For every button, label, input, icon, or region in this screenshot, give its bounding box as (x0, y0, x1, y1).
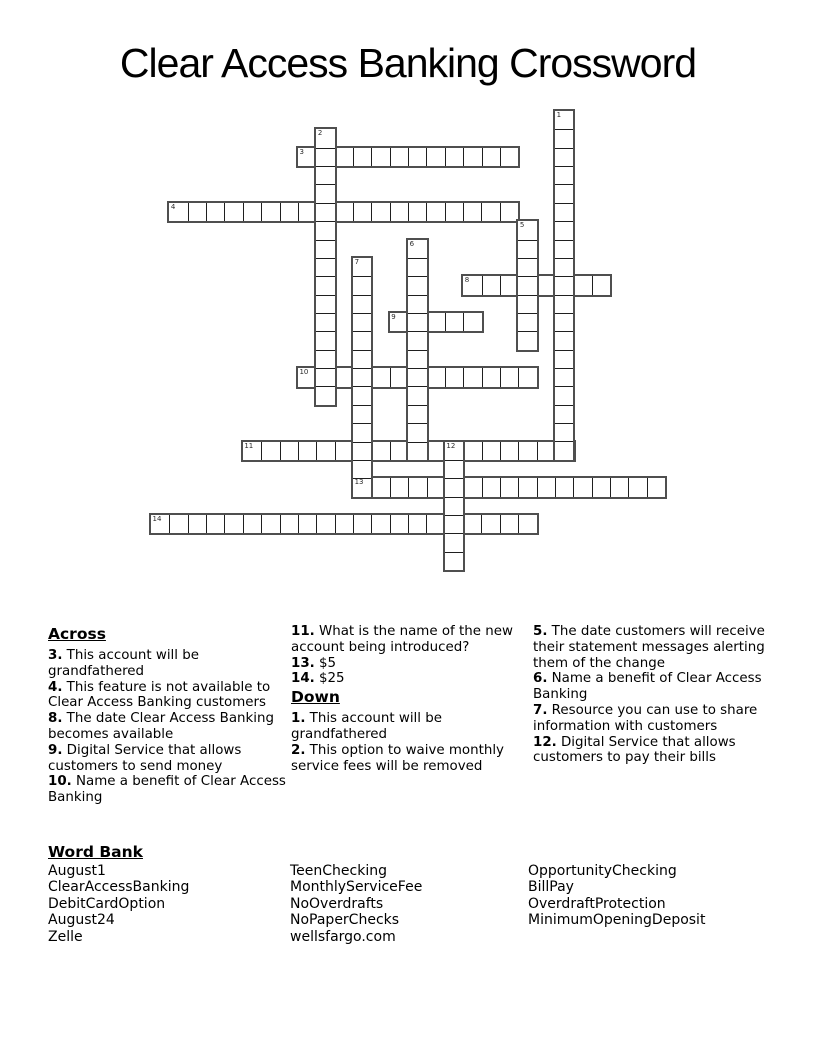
word-bank-column-3 (528, 863, 705, 929)
crossword-cell[interactable] (390, 148, 408, 166)
word-bank-item: August1 (48, 863, 106, 879)
clue-item (291, 743, 527, 775)
crossword-cell[interactable] (408, 295, 426, 313)
word-bank-item: Zelle (48, 928, 83, 945)
crossword-cell[interactable] (353, 148, 371, 166)
crossword-cell[interactable] (592, 478, 610, 496)
crossword-cell[interactable] (408, 331, 426, 349)
clue-item (291, 624, 527, 656)
clue-number: 8. (48, 711, 63, 727)
crossword-cell[interactable] (316, 258, 334, 276)
crossword-cell[interactable] (573, 478, 591, 496)
crossword-cell[interactable] (647, 478, 665, 496)
crossword-cell[interactable] (390, 203, 408, 221)
crossword-cell[interactable] (298, 515, 316, 533)
clue-item (533, 703, 779, 735)
crossword-cell[interactable] (408, 368, 426, 386)
crossword-cell[interactable] (500, 368, 518, 386)
crossword-cell[interactable] (316, 515, 334, 533)
crossword-cell[interactable] (482, 148, 500, 166)
crossword-cell[interactable] (243, 515, 261, 533)
crossword-cell[interactable] (555, 166, 573, 184)
crossword-cell[interactable] (408, 313, 426, 331)
clue-number-label: 6 (409, 239, 415, 248)
clue-column-2 (291, 624, 527, 774)
crossword-cell[interactable] (408, 350, 426, 368)
crossword-cell[interactable] (500, 515, 518, 533)
crossword-cell[interactable] (206, 515, 224, 533)
crossword-cell[interactable] (316, 442, 334, 460)
clue-item (533, 624, 779, 671)
crossword-cell[interactable] (408, 203, 426, 221)
crossword-cell[interactable] (316, 313, 334, 331)
clue-text: Name a benefit of Clear Access Banking (533, 671, 762, 703)
clue-number: 11. (291, 624, 315, 639)
crossword-cell[interactable] (408, 515, 426, 533)
crossword-cell[interactable] (298, 442, 316, 460)
crossword-cell[interactable] (261, 515, 279, 533)
clue-text: Digital Service that allows customers to pay their bills (533, 734, 736, 766)
clue-item (48, 711, 286, 743)
crossword-cell[interactable] (445, 478, 463, 496)
word-bank-item: OverdraftProtection (528, 895, 666, 912)
crossword-cell[interactable] (500, 442, 518, 460)
across-header: Across (48, 625, 106, 643)
crossword-cell[interactable] (316, 203, 334, 221)
clue-number: 10. (48, 774, 72, 790)
crossword-cell[interactable] (628, 478, 646, 496)
word-run-13-across (351, 476, 667, 498)
crossword-cell[interactable] (426, 148, 444, 166)
clue-item (533, 735, 779, 767)
crossword-cell[interactable] (371, 515, 389, 533)
clue-item (291, 711, 527, 743)
crossword-cell[interactable] (481, 203, 499, 221)
word-run-1-down (553, 109, 575, 462)
clue-number-label: 11 (244, 441, 254, 450)
crossword-cell[interactable] (592, 276, 610, 294)
word-run-6-down (406, 238, 428, 462)
crossword-cell[interactable] (316, 276, 334, 294)
word-bank-item: DebitCardOption (48, 895, 166, 912)
crossword-cell[interactable] (206, 203, 224, 221)
crossword-cell[interactable] (445, 368, 463, 386)
crossword-cell[interactable] (555, 221, 573, 239)
word-bank-item: TeenChecking (290, 863, 387, 879)
crossword-cell[interactable] (518, 515, 536, 533)
clue-number: 13. (291, 655, 315, 671)
crossword-cell[interactable] (371, 442, 389, 460)
crossword-cell[interactable] (518, 368, 536, 386)
clue-item (48, 774, 286, 806)
crossword-cell[interactable] (408, 442, 426, 460)
crossword-cell[interactable] (482, 368, 500, 386)
word-run-14-across (149, 513, 539, 535)
clue-number-label: 12 (446, 441, 456, 450)
clue-text: Name a benefit of Clear Access Banking (48, 774, 286, 806)
crossword-cell[interactable] (280, 203, 298, 221)
word-bank-item: OpportunityChecking (528, 863, 677, 879)
word-run-12-down (443, 440, 465, 573)
crossword-cell[interactable] (518, 258, 536, 276)
crossword-cell[interactable] (371, 148, 389, 166)
word-bank-item: wellsfargo.com (290, 928, 396, 945)
crossword-cell[interactable] (555, 276, 573, 294)
clue-item (48, 680, 286, 712)
word-run-5-down (516, 219, 538, 352)
crossword-cell[interactable] (353, 203, 371, 221)
crossword-cell[interactable] (335, 148, 353, 166)
crossword-cell[interactable] (518, 478, 536, 496)
crossword-cell[interactable] (353, 515, 371, 533)
crossword-cell[interactable] (353, 405, 371, 423)
crossword-cell[interactable] (555, 240, 573, 258)
crossword-cell[interactable] (518, 331, 536, 349)
word-run-2-down (314, 127, 336, 407)
crossword-cell[interactable] (353, 313, 371, 331)
crossword-cell[interactable] (500, 148, 518, 166)
clue-number-label: 13 (354, 478, 364, 487)
crossword-cell[interactable] (555, 258, 573, 276)
down-header: Down (291, 688, 340, 707)
crossword-cell[interactable] (316, 368, 334, 386)
clue-number-label: 8 (464, 276, 470, 285)
crossword-cell[interactable] (408, 148, 426, 166)
crossword-cell[interactable] (445, 148, 463, 166)
clue-item (291, 656, 527, 672)
crossword-cell[interactable] (463, 313, 481, 331)
crossword-cell[interactable] (224, 203, 242, 221)
crossword-cell[interactable] (188, 203, 206, 221)
clue-number: 9. (48, 742, 63, 758)
clue-number-label: 7 (354, 257, 360, 266)
clue-number: 12. (533, 734, 557, 750)
crossword-cell[interactable] (481, 515, 499, 533)
word-bank-item: MinimumOpeningDeposit (528, 912, 706, 929)
clue-number: 2. (291, 742, 306, 758)
crossword-cell[interactable] (445, 533, 463, 551)
clue-text: Digital Service that allows customers to send money (48, 742, 242, 774)
clue-number: 1. (291, 711, 306, 727)
clue-item (291, 671, 527, 687)
crossword-cell[interactable] (500, 478, 518, 496)
crossword-cell[interactable] (408, 405, 426, 423)
crossword-cell[interactable] (445, 313, 463, 331)
clue-number: 6. (533, 671, 548, 687)
crossword-cell[interactable] (371, 368, 389, 386)
crossword-cell[interactable] (408, 423, 426, 441)
crossword-cell[interactable] (316, 386, 334, 404)
word-bank-column-1 (48, 863, 189, 945)
crossword-cell[interactable] (371, 203, 389, 221)
word-bank-item: NoPaperChecks (290, 912, 400, 929)
clue-number: 14. (291, 671, 315, 687)
clue-number-label: 3 (299, 147, 304, 156)
crossword-cell[interactable] (353, 386, 371, 404)
clue-number-label: 5 (519, 221, 525, 230)
crossword-cell[interactable] (518, 240, 536, 258)
word-bank-item: ClearAccessBanking (48, 879, 190, 896)
crossword-cell[interactable] (243, 203, 261, 221)
clue-item (48, 743, 286, 775)
word-run-4-across (167, 201, 520, 223)
crossword-cell[interactable] (463, 368, 481, 386)
crossword-cell[interactable] (371, 478, 389, 496)
crossword-cell[interactable] (353, 331, 371, 349)
crossword-cell[interactable] (518, 295, 536, 313)
crossword-cell[interactable] (390, 515, 408, 533)
clue-column-1 (48, 624, 286, 806)
crossword-cell[interactable] (610, 478, 628, 496)
word-bank-item: NoOverdrafts (290, 895, 384, 912)
clue-text: The date Clear Access Banking becomes available (48, 711, 274, 742)
crossword-cell[interactable] (445, 515, 463, 533)
crossword-cell[interactable] (353, 442, 371, 460)
crossword-cell[interactable] (555, 386, 573, 404)
crossword-cell[interactable] (261, 203, 279, 221)
crossword-cell[interactable] (445, 497, 463, 515)
clue-text: What is the name of the new account being introduced? (291, 624, 513, 655)
crossword-cell[interactable] (555, 331, 573, 349)
clue-number-label: 14 (152, 515, 162, 524)
crossword-cell[interactable] (482, 276, 500, 294)
word-bank-item: August24 (48, 912, 115, 929)
crossword-cell[interactable] (353, 460, 371, 478)
crossword-cell[interactable] (316, 221, 334, 239)
clue-text: Resource you can use to share information with customers (533, 702, 758, 734)
crossword-cell[interactable] (408, 478, 426, 496)
clue-number-label: 10 (299, 368, 309, 377)
crossword-cell[interactable] (463, 515, 481, 533)
crossword-cell[interactable] (224, 515, 242, 533)
crossword-cell[interactable] (518, 442, 536, 460)
clue-text: This feature is not available to Clear Access Banking customers (48, 679, 271, 711)
crossword-cell[interactable] (316, 350, 334, 368)
clue-number-label: 2 (317, 129, 323, 138)
crossword-cell[interactable] (316, 331, 334, 349)
word-bank-item: MonthlyServiceFee (290, 879, 423, 896)
crossword-cell[interactable] (427, 313, 445, 331)
crossword-cell[interactable] (316, 148, 334, 166)
crossword-cell[interactable] (482, 478, 500, 496)
page-title: Clear Access Banking Crossword (119, 40, 697, 86)
clue-number: 7. (533, 702, 548, 718)
crossword-cell[interactable] (518, 313, 536, 331)
crossword-cell[interactable] (280, 442, 298, 460)
crossword-cell[interactable] (463, 478, 481, 496)
crossword-cell[interactable] (537, 478, 555, 496)
crossword-cell[interactable] (555, 129, 573, 147)
crossword-cell[interactable] (445, 460, 463, 478)
crossword-cell[interactable] (482, 442, 500, 460)
clue-number-label: 1 (556, 111, 562, 119)
crossword-cell[interactable] (426, 368, 444, 386)
crossword-cell[interactable] (408, 258, 426, 276)
word-bank-item: BillPay (528, 879, 574, 896)
clue-text: This account will be grandfathered (291, 711, 442, 742)
clue-number-label: 4 (170, 202, 176, 211)
crossword-cell[interactable] (390, 478, 408, 496)
clue-number: 4. (48, 679, 63, 695)
crossword-cell[interactable] (573, 276, 591, 294)
crossword-cell[interactable] (555, 148, 573, 166)
clue-text: This option to waive monthly service fees will be removed (291, 742, 504, 774)
crossword-cell[interactable] (169, 515, 187, 533)
crossword-cell[interactable] (188, 515, 206, 533)
clue-column-3 (533, 624, 779, 766)
crossword-cell[interactable] (316, 166, 334, 184)
clue-item (48, 648, 286, 680)
crossword-cell[interactable] (316, 184, 334, 202)
word-bank-header: Word Bank (48, 843, 143, 861)
crossword-cell[interactable] (335, 515, 353, 533)
crossword-cell[interactable] (555, 441, 573, 459)
crossword-cell[interactable] (335, 203, 353, 221)
crossword-cell[interactable] (445, 203, 463, 221)
clue-text: $5 (314, 655, 337, 671)
crossword-cell[interactable] (445, 552, 463, 570)
clue-item (533, 671, 779, 703)
crossword-cell[interactable] (280, 515, 298, 533)
word-run-7-down (351, 256, 373, 499)
crossword-cell[interactable] (555, 313, 573, 331)
crossword-cell[interactable] (555, 368, 573, 386)
clue-number-label: 9 (391, 313, 396, 322)
word-run-9-across (388, 311, 484, 333)
crossword-cell[interactable] (353, 276, 371, 294)
crossword-cell[interactable] (316, 295, 334, 313)
crossword-cell[interactable] (555, 423, 573, 441)
clue-text: This account will be grandfathered (48, 648, 199, 679)
crossword-cell[interactable] (518, 276, 536, 294)
crossword-cell[interactable] (463, 148, 481, 166)
crossword-cell[interactable] (408, 276, 426, 294)
crossword-cell[interactable] (555, 350, 573, 368)
crossword-cell[interactable] (555, 405, 573, 423)
crossword-cell[interactable] (555, 203, 573, 221)
crossword-cell[interactable] (353, 295, 371, 313)
crossword-cell[interactable] (555, 295, 573, 313)
crossword-cell[interactable] (353, 350, 371, 368)
crossword-cell[interactable] (316, 240, 334, 258)
crossword-cell[interactable] (408, 386, 426, 404)
crossword-cell[interactable] (426, 203, 444, 221)
crossword-cell[interactable] (555, 478, 573, 496)
crossword-cell[interactable] (353, 423, 371, 441)
clue-text: $25 (314, 671, 345, 687)
crossword-cell[interactable] (353, 368, 371, 386)
clue-number: 3. (48, 648, 63, 663)
crossword-cell[interactable] (555, 184, 573, 202)
crossword-cell[interactable] (463, 203, 481, 221)
clue-text: The date customers will receive their statement messages alerting them of the change (533, 624, 765, 671)
clue-number: 5. (533, 624, 548, 639)
crossword-cell[interactable] (463, 442, 481, 460)
crossword-cell[interactable] (261, 442, 279, 460)
word-bank-column-2 (290, 863, 422, 945)
